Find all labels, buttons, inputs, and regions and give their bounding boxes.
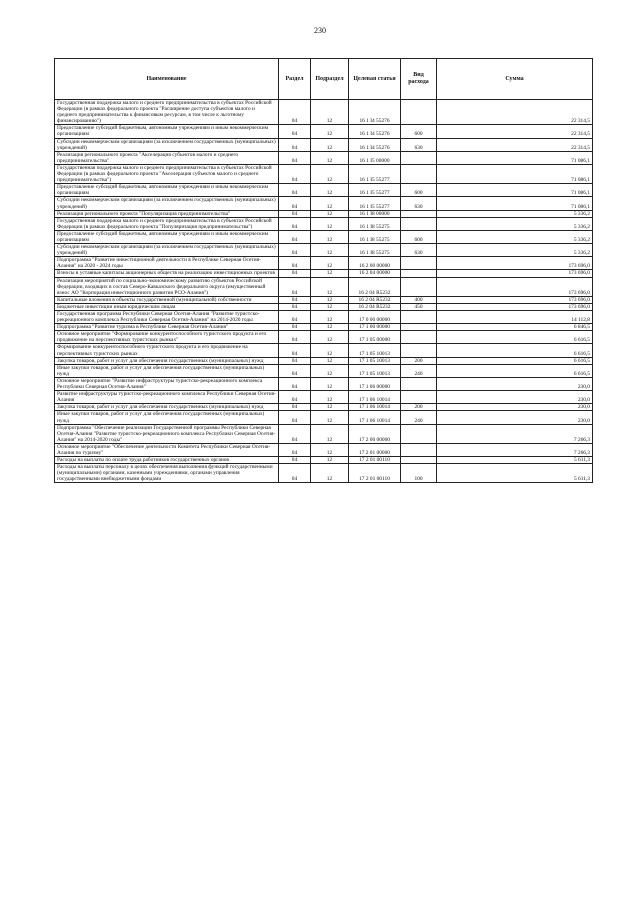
cell-subsection: 12 xyxy=(311,210,349,217)
cell-expense-type xyxy=(401,324,437,331)
cell-subsection: 12 xyxy=(311,377,349,390)
header-amount: Сумма xyxy=(437,59,593,100)
table-row xyxy=(55,303,593,310)
table-row xyxy=(55,443,593,456)
cell-subsection: 12 xyxy=(311,464,349,483)
cell-section: 04 xyxy=(279,138,311,151)
cell-section: 04 xyxy=(279,296,311,303)
cell-subsection: 12 xyxy=(311,197,349,210)
cell-target: 16 1 I8 55275 xyxy=(349,244,401,257)
cell-name: Реализация регионального проекта "Популяризация предпринимательства" xyxy=(55,210,279,217)
cell-subsection: 12 xyxy=(311,364,349,377)
cell-expense-type: 600 xyxy=(401,184,437,197)
cell-section: 04 xyxy=(279,257,311,270)
cell-subsection: 12 xyxy=(311,100,349,125)
cell-target: 17 0 00 00000 xyxy=(349,311,401,324)
cell-target: 17 1 05 00000 xyxy=(349,331,401,344)
cell-expense-type: 450 xyxy=(401,303,437,310)
cell-amount: 230,0 xyxy=(437,391,593,404)
table-row xyxy=(55,125,593,138)
cell-target: 16 1 I8 55275 xyxy=(349,217,401,230)
cell-expense-type xyxy=(401,257,437,270)
cell-target: 17 1 06 10014 xyxy=(349,391,401,404)
cell-section: 04 xyxy=(279,404,311,411)
cell-name: Предоставление субсидий бюджетным, автономным учреждениям и иным некоммерческим организациям xyxy=(55,125,279,138)
table-row xyxy=(55,244,593,257)
page-number: 230 xyxy=(314,26,326,35)
table-row xyxy=(55,464,593,483)
cell-amount: 230,0 xyxy=(437,377,593,390)
cell-target: 16 2 00 00000 xyxy=(349,257,401,270)
cell-subsection: 12 xyxy=(311,277,349,296)
cell-section: 04 xyxy=(279,217,311,230)
cell-amount: 71 086,1 xyxy=(437,164,593,183)
cell-subsection: 12 xyxy=(311,244,349,257)
cell-expense-type: 100 xyxy=(401,464,437,483)
cell-target: 16 1 I5 00000 xyxy=(349,151,401,164)
cell-target: 17 1 05 10013 xyxy=(349,357,401,364)
cell-expense-type: 200 xyxy=(401,357,437,364)
cell-section: 04 xyxy=(279,331,311,344)
cell-section: 04 xyxy=(279,411,311,424)
table-row xyxy=(55,210,593,217)
table-row xyxy=(55,377,593,390)
cell-section: 04 xyxy=(279,125,311,138)
cell-expense-type: 630 xyxy=(401,197,437,210)
cell-section: 04 xyxy=(279,377,311,390)
cell-amount: 5 611,3 xyxy=(437,464,593,483)
cell-subsection: 12 xyxy=(311,404,349,411)
cell-subsection: 12 xyxy=(311,257,349,270)
cell-target: 17 2 01 00000 xyxy=(349,443,401,456)
cell-expense-type xyxy=(401,151,437,164)
cell-subsection: 12 xyxy=(311,151,349,164)
cell-name: Иные закупки товаров, работ и услуг для обеспечения государственных (муниципальных) нужд xyxy=(55,364,279,377)
header-expense-type: Вид расхода xyxy=(401,59,437,100)
cell-amount: 5 336,2 xyxy=(437,210,593,217)
header-section: Раздел xyxy=(279,59,311,100)
cell-expense-type xyxy=(401,331,437,344)
table-row xyxy=(55,270,593,277)
cell-name: Субсидии некоммерческим организациям (за исключением государственных (муниципальных) учреждений) xyxy=(55,138,279,151)
cell-amount: 14 112,8 xyxy=(437,311,593,324)
cell-expense-type xyxy=(401,391,437,404)
cell-amount: 7 266,3 xyxy=(437,443,593,456)
cell-amount: 22 314,5 xyxy=(437,125,593,138)
cell-amount: 7 266,3 xyxy=(437,424,593,443)
table-row xyxy=(55,151,593,164)
cell-section: 04 xyxy=(279,357,311,364)
header-target: Целевая статья xyxy=(349,59,401,100)
cell-target: 16 2 04 R5232 xyxy=(349,277,401,296)
cell-target: 17 2 00 00000 xyxy=(349,424,401,443)
cell-expense-type xyxy=(401,311,437,324)
cell-subsection: 12 xyxy=(311,357,349,364)
cell-section: 04 xyxy=(279,244,311,257)
cell-target: 16 2 04 R5232 xyxy=(349,296,401,303)
cell-amount: 6 616,5 xyxy=(437,344,593,357)
cell-subsection: 12 xyxy=(311,424,349,443)
cell-target: 16 1 I4 55276 xyxy=(349,138,401,151)
cell-amount: 6 616,5 xyxy=(437,331,593,344)
cell-section: 04 xyxy=(279,391,311,404)
cell-section: 04 xyxy=(279,270,311,277)
table-row xyxy=(55,217,593,230)
cell-expense-type xyxy=(401,164,437,183)
cell-name: Подпрограмма "Обеспечение реализации Государственной программы Республики Северная Осетия-Алания "Развитие туристско-рекреационного комплекса Республики Северная Осетия-Алания" на 2014-2020 годы" xyxy=(55,424,279,443)
cell-amount: 5 336,2 xyxy=(437,244,593,257)
cell-name: Субсидии некоммерческим организациям (за исключением государственных (муниципальных) учреждений) xyxy=(55,197,279,210)
table-row xyxy=(55,197,593,210)
cell-amount: 22 314,5 xyxy=(437,138,593,151)
cell-name: Основное мероприятие "Развитие инфраструктуры туристско-рекреационного комплекса Республики Северная Осетия-Алания" xyxy=(55,377,279,390)
cell-target: 16 1 I8 55275 xyxy=(349,230,401,243)
cell-section: 04 xyxy=(279,100,311,125)
cell-amount: 173 696,0 xyxy=(437,257,593,270)
cell-expense-type xyxy=(401,377,437,390)
cell-expense-type: 200 xyxy=(401,404,437,411)
cell-expense-type xyxy=(401,217,437,230)
cell-name: Основное мероприятие "Формирование конкурентоспособного туристского продукта и его продвижение на перспективных туристских рынках" xyxy=(55,331,279,344)
cell-amount: 5 336,2 xyxy=(437,230,593,243)
cell-name: Предоставление субсидий бюджетным, автономным учреждениям и иным некоммерческим организациям xyxy=(55,184,279,197)
cell-section: 04 xyxy=(279,230,311,243)
cell-expense-type: 600 xyxy=(401,230,437,243)
cell-expense-type: 600 xyxy=(401,125,437,138)
cell-section: 04 xyxy=(279,277,311,296)
cell-amount: 173 696,0 xyxy=(437,296,593,303)
table-body xyxy=(55,100,593,483)
cell-subsection: 12 xyxy=(311,311,349,324)
cell-subsection: 12 xyxy=(311,411,349,424)
cell-subsection: 12 xyxy=(311,125,349,138)
cell-subsection: 12 xyxy=(311,303,349,310)
cell-amount: 6 616,5 xyxy=(437,357,593,364)
table-row xyxy=(55,424,593,443)
table-row xyxy=(55,357,593,364)
cell-expense-type xyxy=(401,424,437,443)
cell-expense-type xyxy=(401,443,437,456)
cell-target: 17 1 05 10013 xyxy=(349,344,401,357)
cell-name: Взносы в уставные капиталы акционерных обществ на реализацию инвестиционных проектов xyxy=(55,270,279,277)
cell-section: 04 xyxy=(279,311,311,324)
table-row xyxy=(55,311,593,324)
cell-amount: 22 314,5 xyxy=(437,100,593,125)
cell-section: 04 xyxy=(279,303,311,310)
header-subsection: Подраздел xyxy=(311,59,349,100)
cell-name: Закупка товаров, работ и услуг для обеспечения государственных (муниципальных) нужд xyxy=(55,404,279,411)
cell-section: 04 xyxy=(279,197,311,210)
cell-amount: 230,0 xyxy=(437,404,593,411)
cell-expense-type xyxy=(401,277,437,296)
cell-target: 16 2 04 00000 xyxy=(349,270,401,277)
cell-section: 04 xyxy=(279,164,311,183)
cell-name: Подпрограмма "Развитие инвестиционной деятельности в Республике Северная Осетия-Алания" на 2020 - 2024 годы xyxy=(55,257,279,270)
cell-amount: 71 086,1 xyxy=(437,197,593,210)
cell-name: Бюджетные инвестиции иным юридическим лицам xyxy=(55,303,279,310)
cell-subsection: 12 xyxy=(311,443,349,456)
cell-name: Реализация регионального проекта "Акселерация субъектов малого и среднего предпринимательства" xyxy=(55,151,279,164)
table-row xyxy=(55,404,593,411)
cell-subsection: 12 xyxy=(311,138,349,151)
cell-subsection: 12 xyxy=(311,457,349,464)
cell-amount: 230,0 xyxy=(437,411,593,424)
cell-target: 17 2 01 00110 xyxy=(349,464,401,483)
cell-target: 16 1 I5 55277 xyxy=(349,184,401,197)
cell-target: 16 2 04 R5232 xyxy=(349,303,401,310)
cell-subsection: 12 xyxy=(311,230,349,243)
cell-section: 04 xyxy=(279,184,311,197)
cell-expense-type: 240 xyxy=(401,411,437,424)
table-row xyxy=(55,296,593,303)
cell-section: 04 xyxy=(279,443,311,456)
cell-expense-type: 400 xyxy=(401,296,437,303)
cell-name: Закупка товаров, работ и услуг для обеспечения государственных (муниципальных) нужд xyxy=(55,357,279,364)
cell-name: Государственная поддержка малого и среднего предпринимательства в субъектах Российской Федерации (в рамках федерального проекта "Популяризация предпринимательства") xyxy=(55,217,279,230)
cell-section: 04 xyxy=(279,151,311,164)
cell-section: 04 xyxy=(279,464,311,483)
cell-expense-type xyxy=(401,210,437,217)
cell-name: Подпрограмма "Развитие туризма в Республике Северная Осетия-Алания" xyxy=(55,324,279,331)
cell-amount: 71 086,1 xyxy=(437,151,593,164)
cell-target: 16 1 I5 55277 xyxy=(349,164,401,183)
table-row xyxy=(55,331,593,344)
table-row xyxy=(55,364,593,377)
cell-target: 16 1 I4 55276 xyxy=(349,125,401,138)
cell-name: Государственная поддержка малого и среднего предпринимательства в субъектах Российской Федерации (в рамках федерального проекта "Акселерация субъектов малого и среднего предпринимательства") xyxy=(55,164,279,183)
cell-expense-type xyxy=(401,270,437,277)
table-row xyxy=(55,257,593,270)
cell-expense-type: 630 xyxy=(401,244,437,257)
cell-name: Иные закупки товаров, работ и услуг для обеспечения государственных (муниципальных) нужд xyxy=(55,411,279,424)
budget-table xyxy=(54,58,593,483)
cell-amount: 6 616,5 xyxy=(437,364,593,377)
cell-name: Реализация мероприятий по социально-экономическому развитию субъектов Российской Федерации, входящих в состав Северо-Кавказского федерального округа (имущественный взнос АО "Корпорация инвестиционного развития РСО-Алания") xyxy=(55,277,279,296)
cell-amount: 6 846,5 xyxy=(437,324,593,331)
cell-expense-type xyxy=(401,100,437,125)
cell-target: 17 1 06 10014 xyxy=(349,411,401,424)
cell-section: 04 xyxy=(279,344,311,357)
table-row xyxy=(55,411,593,424)
cell-section: 04 xyxy=(279,324,311,331)
table-row xyxy=(55,277,593,296)
cell-target: 17 2 01 00110 xyxy=(349,457,401,464)
cell-amount: 173 696,0 xyxy=(437,277,593,296)
cell-expense-type xyxy=(401,344,437,357)
table-row xyxy=(55,184,593,197)
cell-target: 17 1 05 10013 xyxy=(349,364,401,377)
cell-name: Субсидии некоммерческим организациям (за исключением государственных (муниципальных) учреждений) xyxy=(55,244,279,257)
cell-expense-type: 630 xyxy=(401,138,437,151)
cell-name: Капитальные вложения в объекты государственной (муниципальной) собственности xyxy=(55,296,279,303)
cell-amount: 71 086,1 xyxy=(437,184,593,197)
table-row xyxy=(55,230,593,243)
table-row xyxy=(55,324,593,331)
cell-target: 16 1 I4 55276 xyxy=(349,100,401,125)
table-row xyxy=(55,344,593,357)
cell-expense-type xyxy=(401,457,437,464)
cell-amount: 5 336,2 xyxy=(437,217,593,230)
cell-name: Развитие инфраструктуры туристско-рекреационного комплекса Республики Северная Осетия-Алания xyxy=(55,391,279,404)
cell-subsection: 12 xyxy=(311,184,349,197)
cell-amount: 5 611,3 xyxy=(437,457,593,464)
cell-section: 04 xyxy=(279,364,311,377)
cell-subsection: 12 xyxy=(311,391,349,404)
cell-subsection: 12 xyxy=(311,296,349,303)
header-name: Наименование xyxy=(55,59,279,100)
cell-amount: 173 696,0 xyxy=(437,303,593,310)
cell-name: Государственная программа Республики Северная Осетия-Алания "Развитие туристско-рекреационного комплекса Республики Северная Осетия-Алания" на 2014-2020 годы xyxy=(55,311,279,324)
table-row xyxy=(55,138,593,151)
cell-target: 17 1 00 00000 xyxy=(349,324,401,331)
table-header-row xyxy=(55,59,593,100)
cell-name: Государственная поддержка малого и среднего предпринимательства в субъектах Российской Федерации (в рамках федерального проекта "Расширение доступа субъектов малого и среднего предпринимательства к финансовым ресурсам, в том числе к льготному финансированию") xyxy=(55,100,279,125)
cell-name: Формирование конкурентоспособного туристского продукта и его продвижение на перспективных туристских рынках xyxy=(55,344,279,357)
cell-section: 04 xyxy=(279,424,311,443)
cell-name: Основное мероприятие "Обеспечение деятельности Комитета Республики Северная Осетия-Алания по туризму" xyxy=(55,443,279,456)
cell-subsection: 12 xyxy=(311,344,349,357)
cell-amount: 173 696,0 xyxy=(437,270,593,277)
table-row xyxy=(55,391,593,404)
cell-expense-type: 240 xyxy=(401,364,437,377)
cell-target: 16 1 I5 55277 xyxy=(349,197,401,210)
cell-subsection: 12 xyxy=(311,164,349,183)
cell-section: 04 xyxy=(279,457,311,464)
cell-subsection: 12 xyxy=(311,331,349,344)
table-row xyxy=(55,164,593,183)
cell-target: 17 1 06 00000 xyxy=(349,377,401,390)
cell-target: 16 1 I8 00000 xyxy=(349,210,401,217)
table-row xyxy=(55,457,593,464)
cell-target: 17 1 06 10014 xyxy=(349,404,401,411)
cell-section: 04 xyxy=(279,210,311,217)
table-row xyxy=(55,100,593,125)
cell-subsection: 12 xyxy=(311,270,349,277)
cell-subsection: 12 xyxy=(311,217,349,230)
cell-subsection: 12 xyxy=(311,324,349,331)
cell-name: Расходы на выплаты по оплате труда работников государственных органов xyxy=(55,457,279,464)
cell-name: Предоставление субсидий бюджетным, автономным учреждениям и иным некоммерческим организациям xyxy=(55,230,279,243)
cell-name: Расходы на выплаты персоналу в целях обеспечения выполнения функций государственными (муниципальными) органами, казенными учреждениями, органами управления государственными внебюджетными фондами xyxy=(55,464,279,483)
